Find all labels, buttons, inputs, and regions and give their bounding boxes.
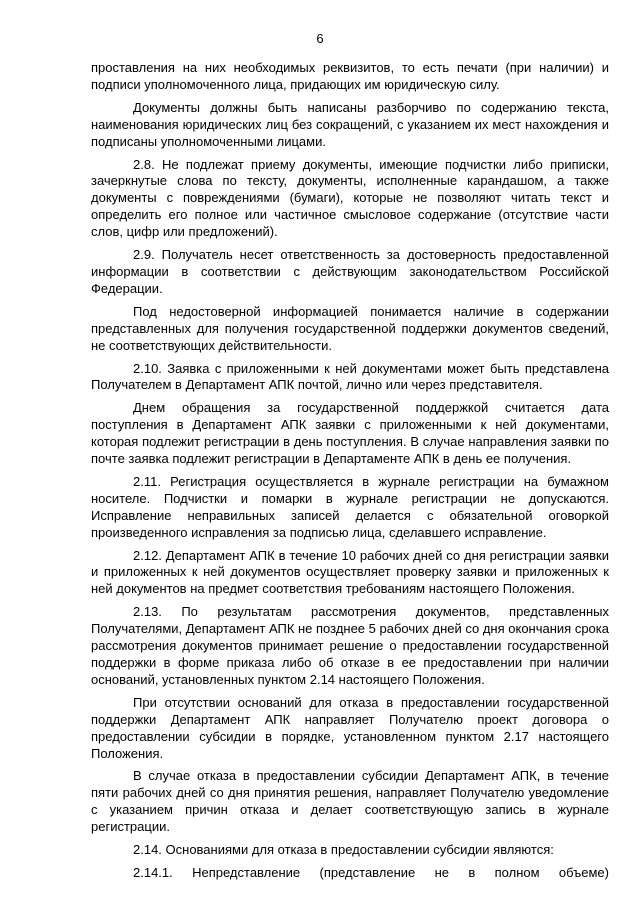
paragraph-2-8: 2.8. Не подлежат приему документы, имеющие подчистки либо приписки, зачеркнутые слова по тексту, документы, исполненные карандашом, а также документы с повреждениями (бумаги), которые не позволяют читать текст и определить его полное или частичное смысловое содержание (отсутствие части слов, цифр или предложений). [91,156,609,240]
paragraph-2-14: 2.14. Основаниями для отказа в предоставлении субсидии являются: [133,842,554,858]
paragraph-2-12: 2.12. Департамент АПК в течение 10 рабочих дней со дня регистрации заявки и приложенных к ней документов осуществляет проверку заявки и приложенных к ней документов на предмет соответствия требованиям настоящего Положения. [91,547,609,597]
paragraph-2-9: 2.9. Получатель несет ответственность за достоверность предоставленной информации в соответствии с действующим законодательством Российской Федерации. [91,247,609,296]
paragraph-false-information: Под недостоверной информацией понимается наличие в содержании представленных для получения государственной поддержки документов сведений, не соответствующих действительности. [91,303,609,353]
paragraph-2-11: 2.11. Регистрация осуществляется в журнале регистрации на бумажном носителе. Подчистки и помарки в журнале регистрации не допускаются. Исправление неправильных записей делается с обязательной оговоркой произведенного исправления за подписью лица, сделавшего исправление. [91,473,609,540]
paragraph-no-grounds-for-refusal: При отсутствии оснований для отказа в предоставлении государственной поддержки Департамент АПК направляет Получателю проект договора о предоставлении субсидии в порядке, установленном пунктом 2.17 настоящего Положения. [91,694,609,761]
paragraph-2-14-1: 2.14.1. Непредставление (представление не в полном объеме) [133,864,609,880]
paragraph-refusal-notice: В случае отказа в предоставлении субсидии Департамент АПК, в течение пяти рабочих дней со дня принятия решения, направляет Получателю уведомление с указанием причин отказа и делает соответствующую запись в журнале регистрации. [91,768,609,835]
page-number: 6 [316,31,324,46]
paragraph-application-date: Днем обращения за государственной поддержкой считается дата поступления в Департамент АПК заявки с приложенными к ней документами, которая подлежит регистрации в день поступления. В случае направления заявки по почте заявка подлежит регистрации в Департаменте АПК в день ее получения. [91,400,609,467]
paragraph-2-13: 2.13. По результатам рассмотрения документов, представленных Получателями, Департамент АПК не позднее 5 рабочих дней со дня окончания срока рассмотрения документов принимает решение о предоставлении государственной поддержки в форме приказа либо об отказе в ее предоставлении при наличии оснований, установленных пунктом 2.14 настоящего Положения. [91,604,609,687]
paragraph-continuation: проставления на них необходимых реквизитов, то есть печати (при наличии) и подписи уполномоченного лица, придающих им юридическую силу. [91,60,609,92]
paragraph-2-10: 2.10. Заявка с приложенными к ней документами может быть представлена Получателем в Департамент АПК почтой, лично или через представителя. [91,360,609,393]
paragraph-documents-requirements: Документы должны быть написаны разборчиво по содержанию текста, наименования юридических лиц без сокращений, с указанием их мест нахождения и подписаны уполномоченными лицами. [91,99,609,149]
document-body [91,60,609,882]
